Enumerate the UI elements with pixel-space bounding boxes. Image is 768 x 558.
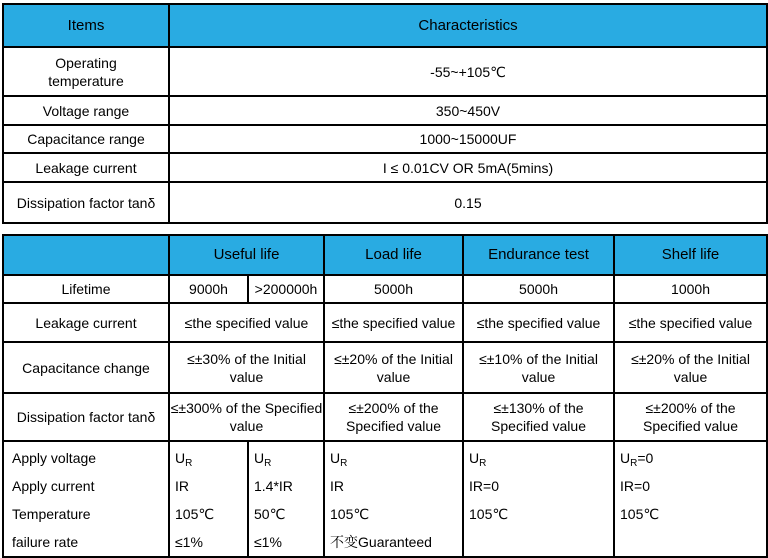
table-row	[3, 153, 767, 182]
temperature-value: 105℃	[175, 506, 215, 522]
item-value-dissipation-factor: 0.15	[169, 182, 767, 223]
conditions-endurance-cell	[463, 441, 614, 557]
voltage-subscript: R	[630, 458, 638, 469]
characteristics-header-cell: Characteristics	[169, 4, 767, 47]
conditions-useful-1-cell	[169, 441, 248, 557]
item-label-voltage-range: Voltage range	[3, 96, 169, 125]
items-header-cell: Items	[3, 4, 169, 47]
dissipation-label: Dissipation factor tanδ	[3, 393, 169, 441]
item-value-operating-temperature: -55~+105℃	[169, 47, 767, 96]
spec-sheet-page	[0, 3, 768, 556]
leakage-endurance: ≤the specified value	[463, 303, 614, 342]
failure-rate-value	[620, 528, 766, 556]
apply-current-value: 1.4*IR	[254, 478, 293, 494]
leakage-shelf: ≤the specified value	[614, 303, 767, 342]
conditions-load-cell	[324, 441, 463, 557]
life-test-table	[2, 234, 768, 558]
test-conditions-row	[3, 441, 767, 557]
conditions-shelf-cell	[614, 441, 767, 557]
capacitance-shelf: ≤±20% of the Initial value	[614, 342, 767, 393]
lifetime-endurance: 5000h	[463, 275, 614, 303]
lifetime-useful-2: >200000h	[248, 275, 324, 303]
blank-header-cell	[3, 235, 169, 275]
lifetime-useful-1: 9000h	[169, 275, 248, 303]
table-header-row	[3, 235, 767, 275]
conditions-useful-2-cell	[248, 441, 324, 557]
endurance-test-header-cell: Endurance test	[463, 235, 614, 275]
temperature-value: 50℃	[254, 506, 286, 522]
table-row	[3, 47, 767, 96]
temperature-value: 105℃	[330, 506, 370, 522]
item-value-leakage-current: I ≤ 0.01CV OR 5mA(5mins)	[169, 153, 767, 182]
failure-rate-value	[469, 528, 613, 556]
dissipation-useful: ≤±300% of the Specified value	[169, 393, 324, 441]
item-label-dissipation-factor: Dissipation factor tanδ	[3, 182, 169, 223]
capacitance-change-row	[3, 342, 767, 393]
apply-voltage-value: $U_R$	[469, 450, 487, 469]
item-value-capacitance-range: 1000~15000UF	[169, 125, 767, 153]
temperature-value: 105℃	[620, 506, 660, 522]
lifetime-label: Lifetime	[3, 275, 169, 303]
apply-voltage-value: $U_R$	[254, 450, 272, 469]
voltage-subscript: R	[264, 458, 272, 469]
voltage-subscript: R	[185, 458, 193, 469]
item-label-capacitance-range: Capacitance range	[3, 125, 169, 153]
voltage-subscript: R	[340, 458, 348, 469]
dissipation-shelf: ≤±200% of the Specified value	[614, 393, 767, 441]
item-label-operating-temperature	[3, 47, 169, 96]
temperature-value: 105℃	[469, 506, 509, 522]
item-value-voltage-range: 350~450V	[169, 96, 767, 125]
conditions-labels-cell	[3, 441, 169, 557]
table-header-row	[3, 4, 767, 47]
failure-rate-value: ≤1%	[175, 534, 203, 550]
failure-rate-label: failure rate	[12, 534, 79, 550]
temperature-label: Temperature	[12, 506, 91, 522]
capacitance-load: ≤±20% of the Initial value	[324, 342, 463, 393]
shelf-life-header-cell: Shelf life	[614, 235, 767, 275]
apply-voltage-label: Apply voltage	[12, 450, 97, 466]
apply-current-value: IR	[330, 478, 345, 494]
voltage-subscript: R	[479, 458, 487, 469]
table-row	[3, 125, 767, 153]
capacitance-useful: ≤±30% of the Initial value	[169, 342, 324, 393]
leakage-useful: ≤the specified value	[169, 303, 324, 342]
lifetime-load: 5000h	[324, 275, 463, 303]
apply-current-value: IR=0	[620, 478, 650, 494]
apply-voltage-value: $U_R$	[330, 450, 348, 469]
apply-voltage-value: $U_R$	[175, 450, 193, 469]
item-label-leakage-current: Leakage current	[3, 153, 169, 182]
apply-current-label: Apply current	[12, 478, 95, 494]
dissipation-factor-row	[3, 393, 767, 441]
item-label-text: Operating temperature	[48, 54, 124, 89]
lifetime-row	[3, 275, 767, 303]
capacitance-endurance: ≤±10% of the Initial value	[463, 342, 614, 393]
leakage-current-row	[3, 303, 767, 342]
dissipation-load: ≤±200% of the Specified value	[324, 393, 463, 441]
leakage-label: Leakage current	[3, 303, 169, 342]
table-row	[3, 182, 767, 223]
apply-voltage-value: $U_R=0$	[620, 450, 654, 469]
leakage-load: ≤the specified value	[324, 303, 463, 342]
useful-life-header-cell: Useful life	[169, 235, 324, 275]
capacitance-label: Capacitance change	[3, 342, 169, 393]
characteristics-table	[2, 3, 768, 224]
lifetime-shelf: 1000h	[614, 275, 767, 303]
dissipation-endurance: ≤±130% of the Specified value	[463, 393, 614, 441]
load-life-header-cell: Load life	[324, 235, 463, 275]
failure-rate-value: ≤1%	[254, 534, 282, 550]
apply-current-value: IR	[175, 478, 189, 494]
table-row	[3, 96, 767, 125]
failure-rate-value: 不变Guaranteed	[330, 534, 432, 550]
apply-current-value: IR=0	[469, 478, 499, 494]
